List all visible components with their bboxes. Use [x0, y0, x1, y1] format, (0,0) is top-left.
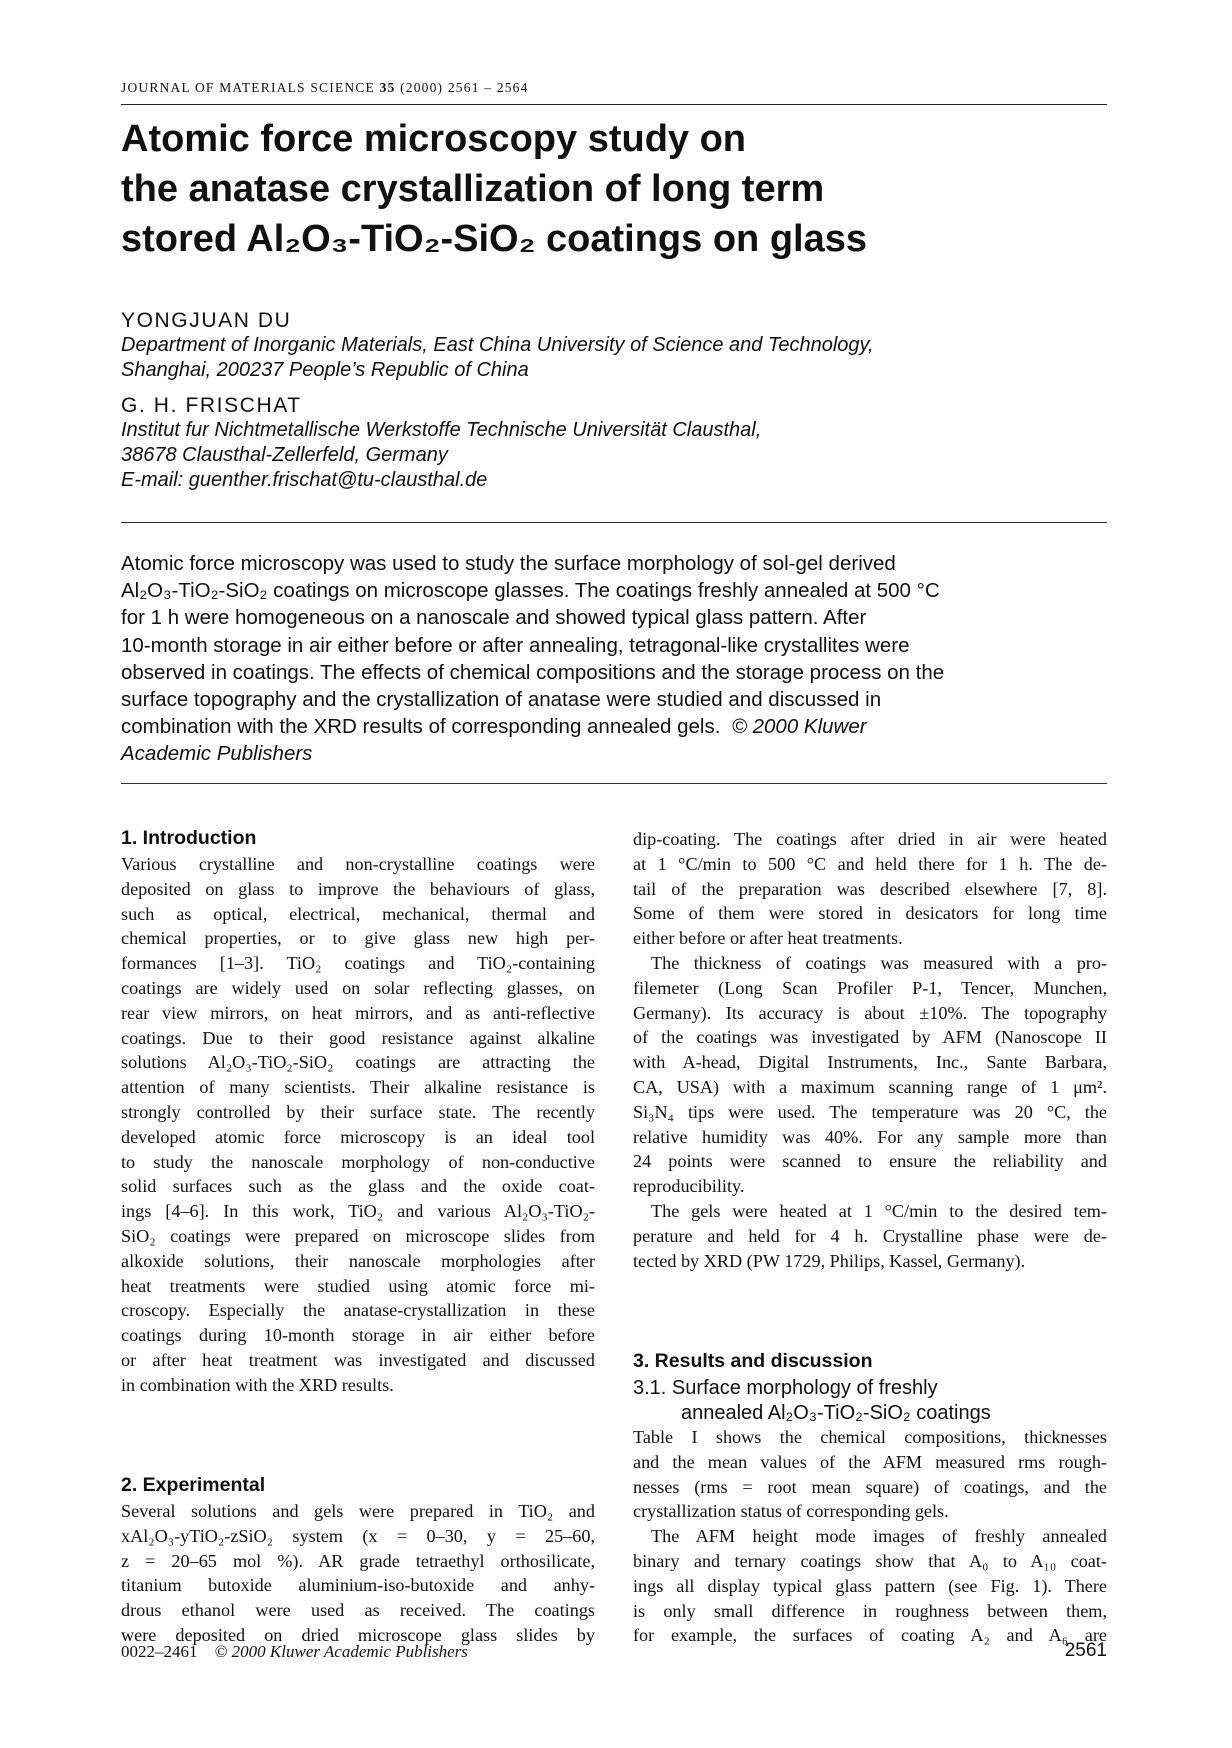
- journal-volume: 35: [379, 80, 396, 95]
- affiliation-line: Institut fur Nichtmetallische Werkstoffe Technische Universität Clausthal,: [121, 419, 762, 441]
- affiliation-line: Shanghai, 200237 People’s Republic of China: [121, 359, 529, 381]
- abstract-copyright-cont: Academic Publishers: [121, 742, 313, 766]
- abstract-line: surface topography and the crystallization of anatase were studied and discussed in: [121, 688, 882, 712]
- text-line: crystallization status of corresponding gels.: [633, 1501, 949, 1522]
- text-line: 24 points were scanned to ensure the reliability and: [633, 1151, 1107, 1172]
- affiliation-line: 38678 Clausthal-Zellerfeld, Germany: [121, 444, 448, 466]
- abstract-bottom-rule: [121, 783, 1107, 784]
- text-line: filemeter (Long Scan Profiler P-1, Tencer, Munchen,: [633, 977, 1107, 998]
- results-body: [633, 1425, 1107, 1648]
- text-line: either before or after heat treatments.: [633, 928, 903, 949]
- text-line: heat treatments were studied using atomic force mi-: [121, 1275, 595, 1296]
- title-line: the anatase crystallization of long term: [121, 168, 825, 210]
- text-line: coatings are widely used on solar reflecting glasses, on: [121, 977, 595, 998]
- abstract-copyright: © 2000 Kluwer: [731, 715, 867, 739]
- text-line: strongly controlled by their surface state. The recently: [121, 1101, 595, 1122]
- abstract-line: Al₂O₃-TiO₂-SiO₂ coatings on microscope glasses. The coatings freshly annealed at 500 °C: [121, 579, 940, 603]
- text-line: attention of many scientists. Their alkaline resistance is: [121, 1077, 595, 1098]
- text-line: Si₃N₄ tips were used. The temperature was 20 °C, the: [633, 1101, 1107, 1122]
- experimental-body-continued: [633, 827, 1107, 1273]
- abstract-text: combination with the XRD results of corresponding annealed gels.: [121, 715, 721, 739]
- text-line: tected by XRD (PW 1729, Philips, Kassel, Germany).: [633, 1250, 1026, 1271]
- abstract-line: [121, 713, 1107, 740]
- text-line: coatings during 10-month storage in air either before: [121, 1325, 595, 1346]
- section-heading-introduction: 1. Introduction: [121, 827, 257, 849]
- abstract-line: for 1 h were homogeneous on a nanoscale and showed typical glass pattern. After: [121, 606, 867, 630]
- journal-name: JOURNAL OF MATERIALS SCIENCE: [121, 80, 375, 95]
- text-line: nesses (rms = root mean square) of coatings, and the: [633, 1476, 1107, 1497]
- text-line: drous ethanol were used as received. The coatings: [121, 1600, 595, 1621]
- author-name: G. H. FRISCHAT: [121, 394, 302, 417]
- paper-title: [121, 114, 1107, 264]
- text-line: reproducibility.: [633, 1176, 745, 1197]
- section-heading-experimental: 2. Experimental: [121, 1474, 266, 1496]
- text-line: The thickness of coatings was measured with a pro-: [651, 952, 1107, 973]
- author-affiliation: [121, 333, 1107, 383]
- experimental-body: [121, 1499, 595, 1648]
- text-line: binary and ternary coatings show that A₀ to A₁₀ coat-: [633, 1550, 1107, 1571]
- subsection-heading-line: 3.1. Surface morphology of freshly: [633, 1377, 938, 1399]
- text-line: xAl₂O₃-yTiO₂-zSiO₂ system (x = 0–30, y = 25–60,: [121, 1525, 595, 1546]
- text-line: solutions Al₂O₃-TiO₂-SiO₂ coatings are attracting the: [121, 1052, 595, 1073]
- author-email: E-mail: guenther.frischat@tu-clausthal.de: [121, 469, 488, 491]
- text-line: perature and held for 4 h. Crystalline phase were de-: [633, 1225, 1107, 1246]
- text-line: ings [4–6]. In this work, TiO₂ and various Al₂O₃-TiO₂-: [121, 1201, 595, 1222]
- subsection-heading: [633, 1376, 1107, 1425]
- text-line: SiO₂ coatings were prepared on microscope slides from: [121, 1225, 595, 1246]
- text-line: CA, USA) with a maximum scanning range of 1 μm².: [633, 1076, 1107, 1097]
- text-line: or after heat treatment was investigated and discussed: [121, 1349, 595, 1370]
- abstract-line: Atomic force microscopy was used to study the surface morphology of sol-gel derived: [121, 552, 896, 575]
- subsection-heading-line: annealed Al₂O₃-TiO₂-SiO₂ coatings: [681, 1401, 991, 1424]
- text-line: and the mean values of the AFM measured rms rough-: [633, 1451, 1107, 1472]
- abstract-line: 10-month storage in air either before or after annealing, tetragonal-like crystallites were: [121, 633, 910, 657]
- abstract-line: observed in coatings. The effects of chemical compositions and the storage process on the: [121, 660, 945, 684]
- text-line: Several solutions and gels were prepared in TiO₂ and: [121, 1501, 595, 1521]
- text-line: dip-coating. The coatings after dried in air were heated: [633, 829, 1107, 849]
- text-line: formances [1–3]. TiO₂ coatings and TiO₂-containing: [121, 953, 595, 974]
- text-line: with A-head, Digital Instruments, Inc., Sante Barbara,: [633, 1052, 1107, 1073]
- text-line: for example, the surfaces of coating A₂ and A₆ are: [633, 1625, 1107, 1646]
- text-line: titanium butoxide aluminium-iso-butoxide and anhy-: [121, 1575, 595, 1596]
- author-affiliation: [121, 418, 1107, 493]
- text-line: deposited on glass to improve the behaviours of glass,: [121, 878, 595, 899]
- page-number: 2561: [1064, 1640, 1107, 1661]
- section-heading-results: 3. Results and discussion: [633, 1350, 873, 1372]
- text-line: solid surfaces such as the glass and the oxide coat-: [121, 1176, 595, 1197]
- text-line: is only small difference in roughness between them,: [633, 1600, 1107, 1621]
- text-line: at 1 °C/min to 500 °C and held there for 1 h. The de-: [633, 853, 1107, 874]
- text-line: coatings. Due to their good resistance against alkaline: [121, 1027, 595, 1048]
- title-line: Atomic force microscopy study on: [121, 118, 747, 160]
- text-line: The gels were heated at 1 °C/min to the desired tem-: [651, 1200, 1107, 1221]
- text-line: were deposited on dried microscope glass slides by: [121, 1624, 595, 1645]
- footer-issn: 0022–2461: [121, 1642, 198, 1661]
- journal-year: (2000): [400, 80, 444, 95]
- text-line: in combination with the XRD results.: [121, 1374, 394, 1395]
- text-line: tail of the preparation was described elsewhere [7, 8].: [633, 878, 1107, 899]
- introduction-body: [121, 852, 595, 1398]
- text-line: chemical properties, or to give glass new high per-: [121, 928, 595, 949]
- abstract-top-rule: [121, 522, 1107, 523]
- abstract: [121, 550, 1107, 768]
- text-line: such as optical, electrical, mechanical, thermal and: [121, 903, 595, 924]
- journal-header: [121, 80, 1107, 96]
- footer-left: [121, 1642, 468, 1662]
- footer-copyright: © 2000 Kluwer Academic Publishers: [214, 1642, 468, 1661]
- text-line: developed atomic force microscopy is an ideal tool: [121, 1126, 595, 1147]
- text-line: The AFM height mode images of freshly annealed: [651, 1526, 1107, 1547]
- text-line: rear view mirrors, on heat mirrors, and as anti-reflective: [121, 1002, 595, 1023]
- affiliation-line: Department of Inorganic Materials, East China University of Science and Technology,: [121, 334, 874, 356]
- text-line: alkoxide solutions, their nanoscale morphologies after: [121, 1250, 595, 1271]
- text-line: Germany). Its accuracy is about ±10%. The topography: [633, 1002, 1107, 1023]
- text-line: Table I shows the chemical compositions, thicknesses: [633, 1427, 1107, 1447]
- text-line: ings all display typical glass pattern (see Fig. 1). There: [633, 1575, 1107, 1596]
- title-line: stored Al₂O₃-TiO₂-SiO₂ coatings on glass: [121, 218, 867, 260]
- header-rule: [121, 104, 1107, 105]
- text-line: of the coatings was investigated by AFM (Nanoscope II: [633, 1027, 1107, 1048]
- text-line: Various crystalline and non-crystalline coatings were: [121, 854, 595, 874]
- author-name: YONGJUAN DU: [121, 309, 292, 332]
- journal-pages: 2561 – 2564: [447, 80, 529, 95]
- text-line: Some of them were stored in desicators for long time: [633, 903, 1107, 924]
- text-line: croscopy. Especially the anatase-crystallization in these: [121, 1300, 595, 1321]
- text-line: z = 20–65 mol %). AR grade tetraethyl orthosilicate,: [121, 1550, 595, 1571]
- text-line: to study the nanoscale morphology of non-conductive: [121, 1151, 595, 1172]
- text-line: relative humidity was 40%. For any sample more than: [633, 1126, 1107, 1147]
